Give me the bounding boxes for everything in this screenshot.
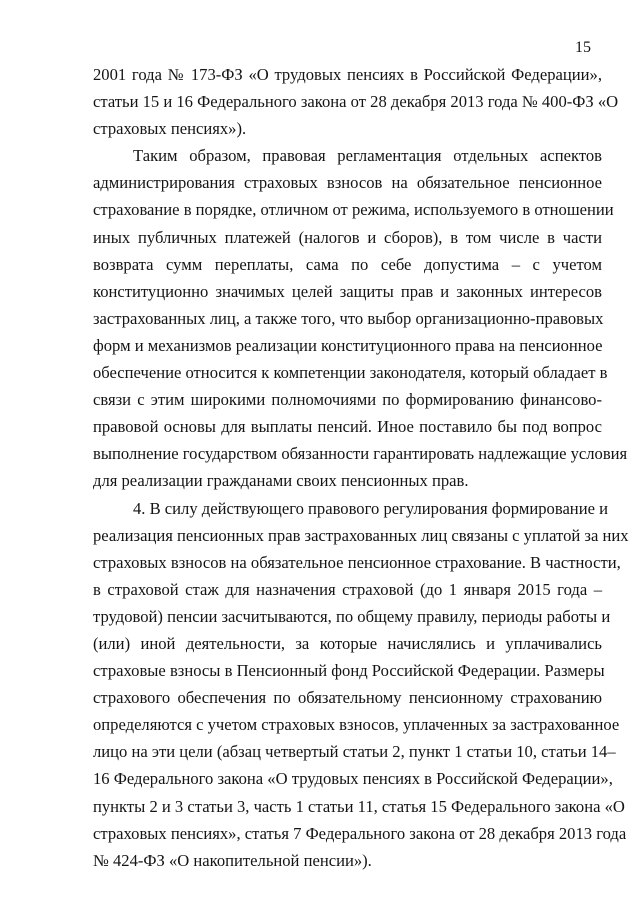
text-line: страховых пенсиях»). [93, 119, 247, 139]
text-line: статьи 15 и 16 Федерального закона от 28 декабря 2013 года № 400-ФЗ «О [93, 92, 619, 112]
text-line: пункты 2 и 3 статьи 3, часть 1 статьи 11, статья 15 Федерального закона «О [93, 796, 625, 816]
text-line: обеспечение относится к компетенции законодателя, который обладает в [93, 363, 608, 383]
text-line: 4. В силу действующего правового регулирования формирование и [133, 498, 608, 518]
text-line: страховых пенсиях», статья 7 Федерального закона от 28 декабря 2013 года [93, 823, 627, 843]
text-line: конституционно значимых целей защиты прав и законных интересов [93, 281, 602, 301]
text-line: реализация пенсионных прав застрахованных лиц связаны с уплатой за них [93, 525, 629, 545]
text-line: страхового обеспечения по обязательному пенсионному страхованию [93, 688, 602, 708]
text-line: правовой основы для выплаты пенсий. Иное поставило бы под вопрос [93, 417, 602, 437]
text-line: связи с этим широкими полномочиями по формированию финансово- [93, 390, 602, 410]
text-line: форм и механизмов реализации конституционного права на пенсионное [93, 335, 603, 355]
text-line: выполнение государством обязанности гарантировать надлежащие условия [93, 444, 628, 464]
text-line: страховые взносы в Пенсионный фонд Российской Федерации. Размеры [93, 661, 605, 681]
text-line: застрахованных лиц, а также того, что выбор организационно-правовых [93, 308, 604, 328]
text-line: в страховой стаж для назначения страховой (до 1 января 2015 года – [93, 579, 602, 599]
text-line: определяются с учетом страховых взносов, уплаченных за застрахованное [93, 715, 620, 735]
text-line: возврата сумм переплаты, сама по себе допустима – с учетом [93, 254, 602, 274]
text-line: страхование в порядке, отличном от режима, используемого в отношении [93, 200, 614, 220]
document-body [93, 61, 629, 874]
page-number: 15 [575, 39, 591, 56]
text-line: для реализации гражданами своих пенсионных прав. [93, 471, 469, 491]
text-line: Таким образом, правовая регламентация отдельных аспектов [133, 146, 602, 166]
text-line: трудовой) пенсии засчитываются, по общему правилу, периоды работы и [93, 606, 611, 626]
text-line: 16 Федерального закона «О трудовых пенсиях в Российской Федерации», [93, 769, 613, 789]
text-line: лицо на эти цели (абзац четвертый статьи 2, пункт 1 статьи 10, статьи 14– [93, 742, 616, 762]
text-line: администрирования страховых взносов на обязательное пенсионное [93, 173, 602, 193]
text-line: 2001 года № 173-ФЗ «О трудовых пенсиях в Российской Федерации», [93, 65, 602, 84]
text-line: № 424-ФЗ «О накопительной пенсии»). [93, 850, 372, 870]
text-line: (или) иной деятельности, за которые начислялись и уплачивались [93, 633, 602, 653]
text-line: страховых взносов на обязательное пенсионное страхование. В частности, [93, 552, 621, 572]
text-line: иных публичных платежей (налогов и сборов), в том числе в части [93, 227, 602, 247]
